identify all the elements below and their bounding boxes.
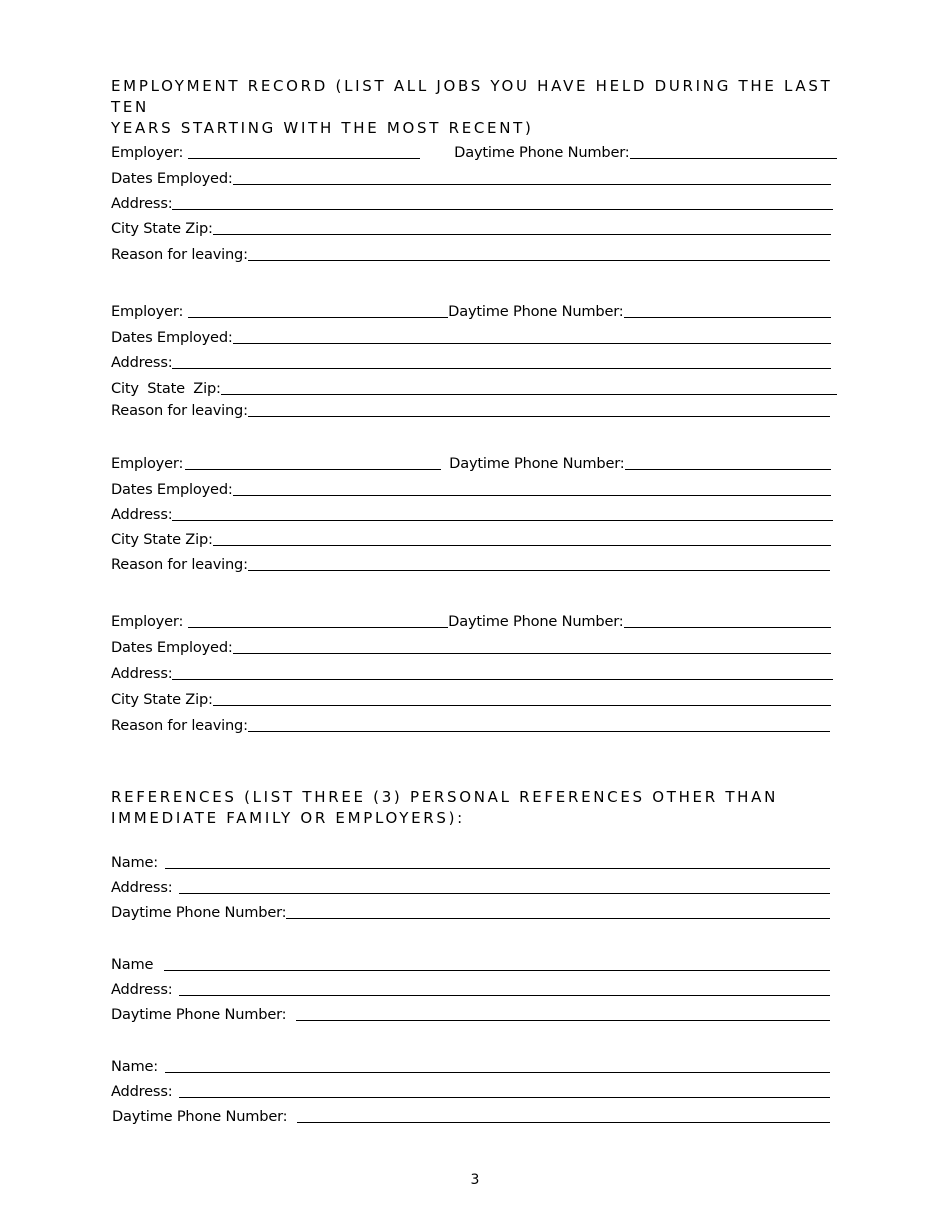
job1-dates-field[interactable] [233,184,831,185]
job1-reason-field[interactable] [248,260,830,261]
address-label: Address: [111,665,173,682]
ref2-name-row [111,952,830,974]
employment-heading [111,76,871,139]
job2-city-field[interactable] [221,394,837,395]
job3-dates-field[interactable] [233,495,831,496]
ref3-name-row [111,1054,830,1076]
job4-reason-row [111,713,830,735]
job2-employer-field[interactable] [188,317,448,318]
job4-address-field[interactable] [172,679,833,680]
ref2-phone-row [111,1002,830,1024]
address-label: Address: [111,981,173,998]
ref3-phone-field[interactable] [297,1122,830,1123]
job4-address-row [111,661,833,683]
employer-label: Employer: [111,144,184,161]
job4-employer-row [111,609,831,631]
city-state-zip-label: City State Zip: [111,531,213,548]
phone-label: Daytime Phone Number: [112,1108,288,1125]
job3-employer-row [111,451,831,473]
job3-city-row [111,527,831,549]
job3-address-field[interactable] [172,520,833,521]
job4-city-row [111,687,831,709]
address-label: Address: [111,506,173,523]
ref1-name-row [111,850,830,872]
job3-city-field[interactable] [213,545,831,546]
reason-label: Reason for leaving: [111,717,248,734]
ref2-phone-field[interactable] [296,1020,830,1021]
reason-label: Reason for leaving: [111,246,248,263]
dates-label: Dates Employed: [111,639,233,656]
job2-phone-field[interactable] [624,317,831,318]
address-label: Address: [111,354,173,371]
ref1-address-row [111,875,830,897]
phone-label: Daytime Phone Number: [448,303,624,320]
ref1-phone-row [111,900,830,922]
ref3-name-field[interactable] [165,1072,830,1073]
ref3-phone-row [112,1104,830,1126]
reason-label: Reason for leaving: [111,556,248,573]
employment-heading-line1: EMPLOYMENT RECORD (LIST ALL JOBS YOU HAVE HELD DURING THE LAST TEN [111,77,833,116]
job2-employer-row [111,299,831,321]
job3-phone-field[interactable] [625,469,831,470]
job2-city-row [111,376,837,398]
job4-dates-field[interactable] [233,653,831,654]
employment-heading-line2: YEARS STARTING WITH THE MOST RECENT) [111,119,534,137]
address-label: Address: [111,879,173,896]
job2-reason-row [111,398,830,420]
dates-label: Dates Employed: [111,329,233,346]
references-heading-line2: IMMEDIATE FAMILY OR EMPLOYERS): [111,809,465,827]
name-label: Name [111,956,154,973]
dates-label: Dates Employed: [111,170,233,187]
job3-address-row [111,502,833,524]
job1-address-row [111,191,833,213]
job4-phone-field[interactable] [624,627,831,628]
job1-dates-row [111,166,831,188]
job3-reason-row [111,552,830,574]
name-label: Name: [111,1058,158,1075]
ref1-name-field[interactable] [165,868,830,869]
ref2-address-field[interactable] [179,995,830,996]
job2-dates-row [111,325,831,347]
phone-label: Daytime Phone Number: [111,904,287,921]
job3-reason-field[interactable] [248,570,830,571]
job1-city-row [111,216,831,238]
job4-dates-row [111,635,831,657]
job3-employer-field[interactable] [185,469,441,470]
city-state-zip-label: City State Zip: [111,220,213,237]
employer-label: Employer: [111,455,184,472]
dates-label: Dates Employed: [111,481,233,498]
job2-address-row [111,350,831,372]
job3-dates-row [111,477,831,499]
employer-label: Employer: [111,613,184,630]
ref1-phone-field[interactable] [286,918,830,919]
address-label: Address: [111,195,173,212]
job1-employer-field[interactable] [188,158,420,159]
ref3-address-row [111,1079,830,1101]
employer-label: Employer: [111,303,184,320]
ref3-address-field[interactable] [179,1097,830,1098]
job1-address-field[interactable] [172,209,833,210]
address-label: Address: [111,1083,173,1100]
page-number: 3 [470,1172,480,1188]
city-state-zip-label: City State Zip: [111,691,213,708]
job1-employer-row [111,140,837,162]
references-heading [111,787,871,829]
job4-city-field[interactable] [213,705,831,706]
job1-city-field[interactable] [213,234,831,235]
job1-phone-field[interactable] [630,158,837,159]
job4-employer-field[interactable] [188,627,448,628]
phone-label: Daytime Phone Number: [449,455,625,472]
references-heading-line1: REFERENCES (LIST THREE (3) PERSONAL REFERENCES OTHER THAN [111,788,779,806]
phone-label: Daytime Phone Number: [111,1006,287,1023]
reason-label: Reason for leaving: [111,402,248,419]
job2-dates-field[interactable] [233,343,831,344]
job2-reason-field[interactable] [248,416,830,417]
ref2-name-field[interactable] [164,970,830,971]
phone-label: Daytime Phone Number: [454,144,630,161]
job1-reason-row [111,242,830,264]
phone-label: Daytime Phone Number: [448,613,624,630]
job4-reason-field[interactable] [248,731,830,732]
city-state-zip-label: City State Zip: [111,380,221,397]
name-label: Name: [111,854,158,871]
ref1-address-field[interactable] [179,893,830,894]
job2-address-field[interactable] [172,368,831,369]
ref2-address-row [111,977,830,999]
